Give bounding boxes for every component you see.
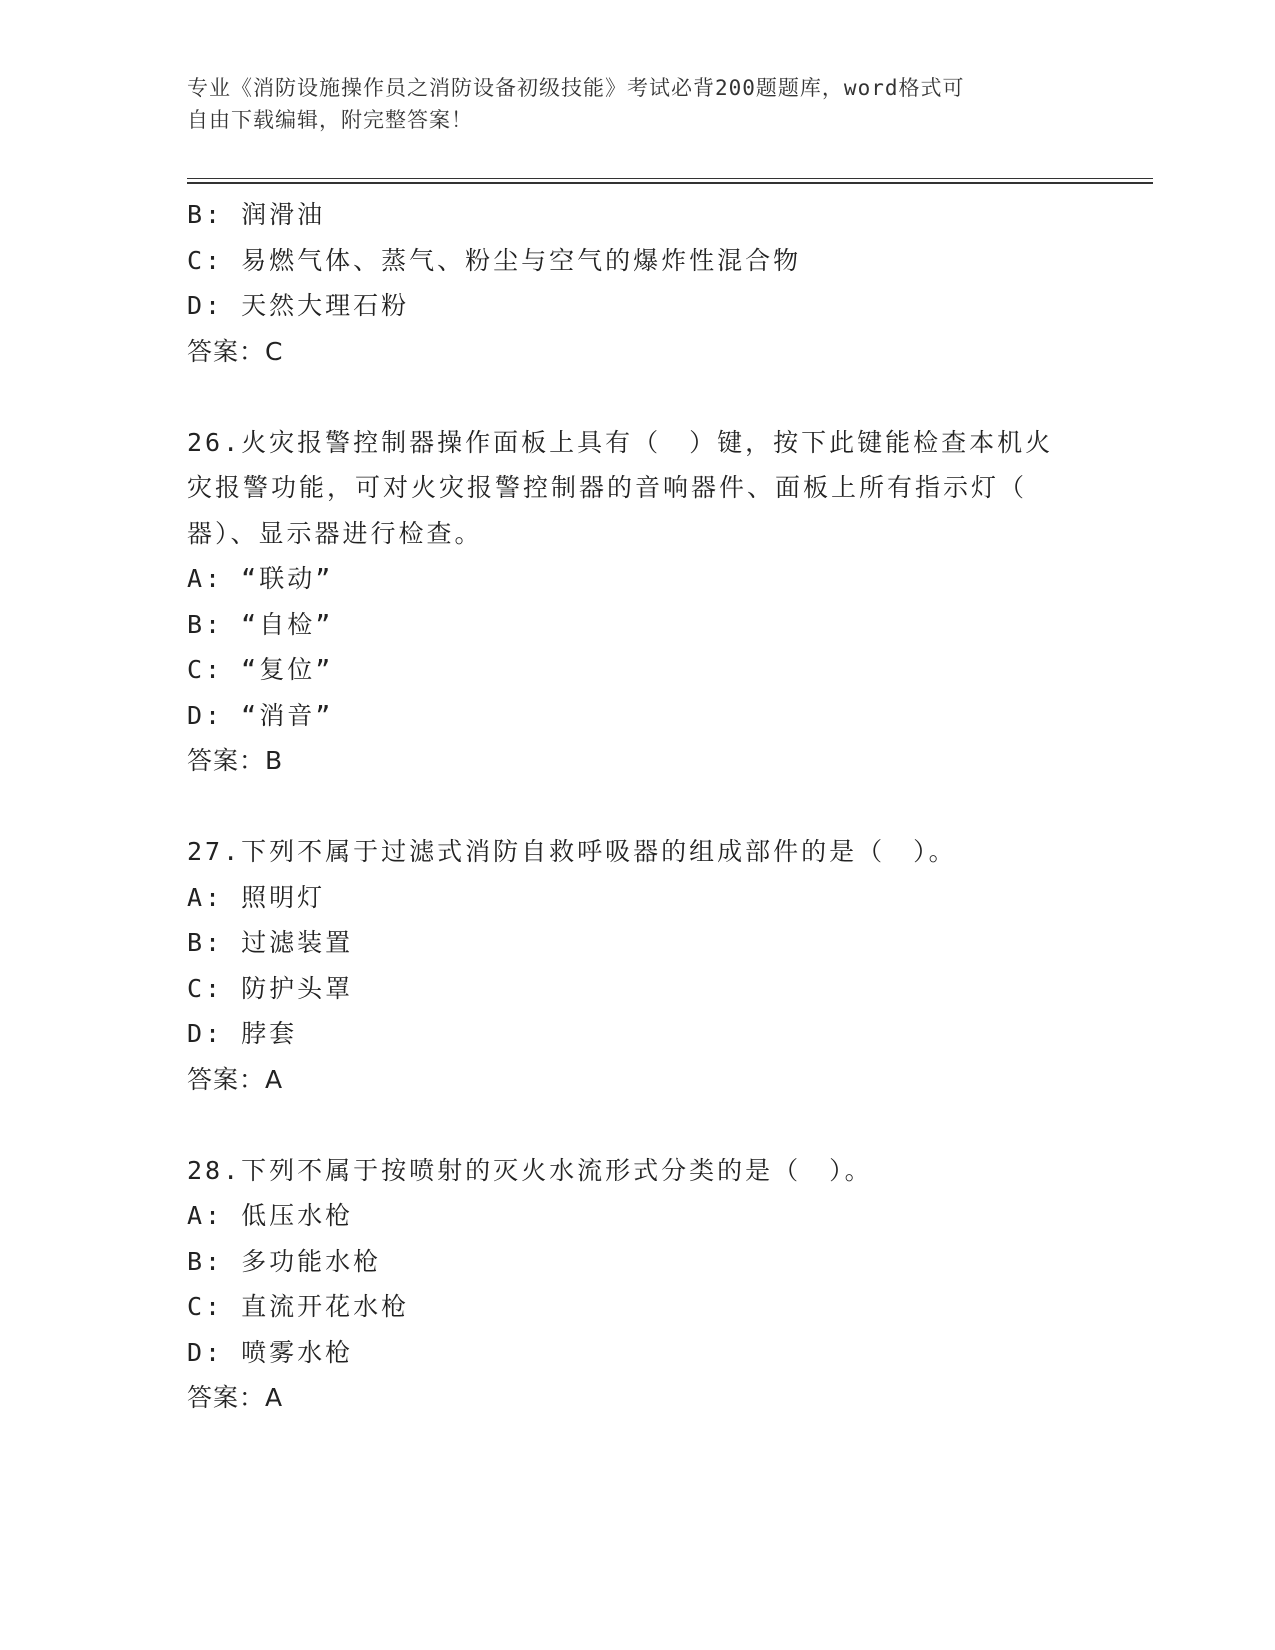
spacer: [187, 374, 1087, 420]
header-line-2: 自由下载编辑，附完整答案！: [187, 108, 473, 132]
question-27: [187, 829, 1087, 1102]
option-d: D: 脖套: [187, 1019, 298, 1048]
header-divider-thin: [187, 178, 1153, 179]
answer-line: 答案：A: [187, 1383, 284, 1412]
option-a: A: “联动”: [187, 564, 334, 593]
option-b: B: 多功能水枪: [187, 1246, 382, 1276]
question-stem-line-3: 器）、显示器进行检查。: [187, 518, 483, 548]
question-stem-line-1: 27.下列不属于过滤式消防自救呼吸器的组成部件的是（ ）。: [187, 837, 957, 866]
question-25-continuation: [187, 192, 1087, 374]
question-list: [187, 192, 1087, 1421]
question-stem-line-1: 28.下列不属于按喷射的灭火水流形式分类的是（ ）。: [187, 1155, 873, 1185]
page-header: [187, 72, 1067, 136]
answer-line: 答案：A: [187, 1064, 284, 1094]
option-a: A: 低压水枪: [187, 1201, 354, 1230]
option-c: C: 易燃气体、蒸气、粉尘与空气的爆炸性混合物: [187, 245, 802, 275]
option-c: C: “复位”: [187, 655, 334, 684]
question-stem-line-2: 灾报警功能，可对火灾报警控制器的音响器件、面板上所有指示灯（: [187, 473, 1028, 502]
answer-line: 答案：B: [187, 746, 284, 775]
question-28: [187, 1148, 1087, 1421]
option-b: B: 过滤装置: [187, 928, 354, 957]
spacer: [187, 784, 1087, 830]
answer-line: 答案：C: [187, 336, 284, 366]
option-d: D: 喷雾水枪: [187, 1337, 354, 1367]
header-divider-thick: [187, 182, 1153, 184]
option-c: C: 直流开花水枪: [187, 1292, 410, 1321]
option-b: B: 润滑油: [187, 200, 326, 229]
header-line-1: 专业《消防设施操作员之消防设备初级技能》考试必背200题题库，word格式可: [187, 76, 965, 100]
option-a: A: 照明灯: [187, 882, 326, 912]
question-stem-line-1: 26.火灾报警控制器操作面板上具有（ ）键，按下此键能检查本机火: [187, 427, 1054, 457]
option-d: D: 天然大理石粉: [187, 291, 410, 320]
question-26: [187, 420, 1087, 784]
option-c: C: 防护头罩: [187, 973, 354, 1003]
spacer: [187, 1102, 1087, 1148]
option-d: D: “消音”: [187, 700, 334, 730]
option-b: B: “自检”: [187, 609, 334, 639]
